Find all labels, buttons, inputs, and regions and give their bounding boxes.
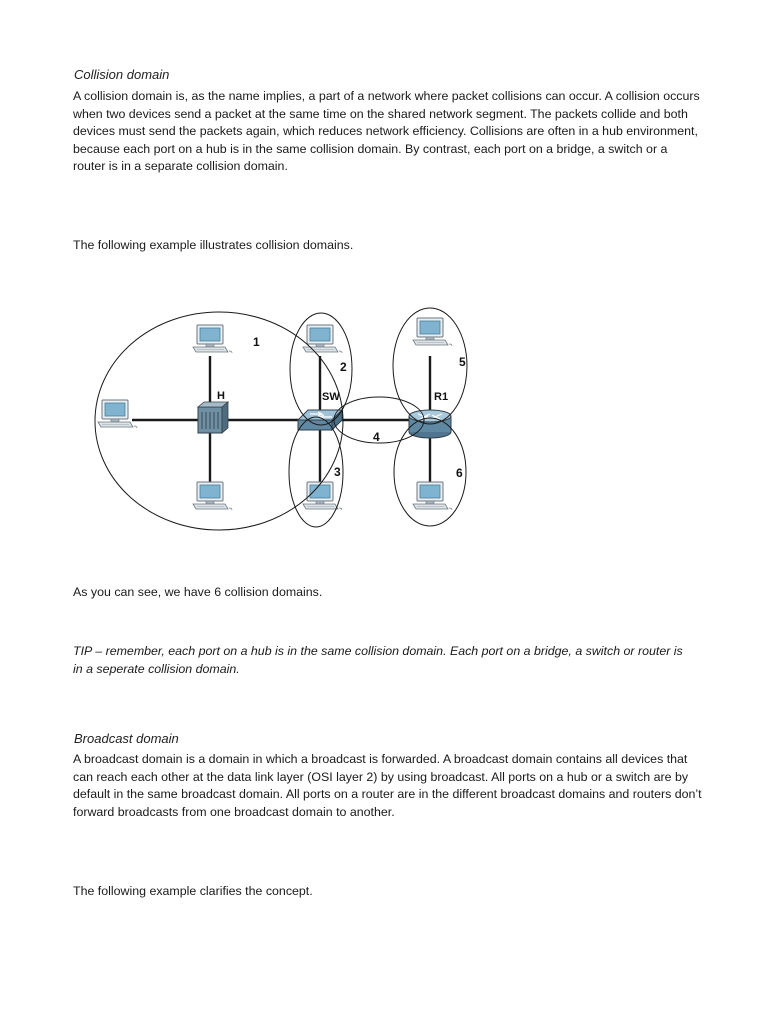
pc-icon bbox=[303, 482, 342, 510]
switch-icon bbox=[298, 410, 342, 430]
domain-number: 5 bbox=[459, 355, 466, 369]
pc-icon bbox=[193, 482, 232, 510]
collision-domain-1-outline bbox=[95, 312, 343, 530]
domain-number: 1 bbox=[253, 335, 260, 349]
collision-domain-6-outline bbox=[394, 418, 466, 526]
collision-domain-5-outline bbox=[393, 308, 467, 424]
pc-icon bbox=[303, 325, 342, 353]
pc-icon bbox=[193, 325, 232, 353]
collision-domain-4-outline bbox=[334, 397, 424, 443]
collision-tip: TIP – remember, each port on a hub is in the same collision domain. Each port on a bridge, a switch or router is in a seperate collision domain. bbox=[73, 644, 683, 676]
domain-number: 2 bbox=[340, 360, 347, 374]
collision-domain-2-outline bbox=[290, 313, 352, 425]
domain-number: 6 bbox=[456, 466, 463, 480]
hub-label: H bbox=[217, 390, 225, 402]
collision-heading: Collision domain bbox=[74, 67, 170, 82]
collision-example-intro: The following example illustrates collision domains. bbox=[73, 238, 354, 252]
hub-icon bbox=[198, 402, 228, 433]
collision-domain-3-outline bbox=[289, 417, 343, 527]
pc-icon bbox=[98, 400, 137, 428]
pc-icon bbox=[413, 318, 452, 346]
router-icon bbox=[409, 410, 451, 438]
broadcast-example-intro: The following example clarifies the concept. bbox=[73, 884, 313, 898]
broadcast-body: A broadcast domain is a domain in which a broadcast is forwarded. A broadcast domain contains all devices that can reach each other at the data link layer (OSI layer 2) by using broadcast. All ports on a hub or a switch are by default in the same broadcast domain. All ports on a router are in the different broadcast domains and routers don’t forward broadcasts from one broadcast domain to another. bbox=[73, 752, 702, 819]
collision-body: A collision domain is, as the name implies, a part of a network where packet collisions can occur. A collision occurs when two devices send a packet at the same time on the shared network segment. The packets collide and both devices must send the packets again, which reduces network efficiency. Collisions are often in a hub environment, because each port on a hub is in the same collision domain. By contrast, each port on a bridge, a switch or a router is in a separate collision domain. bbox=[73, 89, 700, 174]
broadcast-heading: Broadcast domain bbox=[74, 731, 179, 746]
domain-number: 4 bbox=[373, 430, 380, 444]
pc-icon bbox=[413, 482, 452, 510]
switch-label: SW bbox=[322, 391, 340, 403]
collision-summary: As you can see, we have 6 collision domains. bbox=[73, 585, 323, 599]
domain-number: 3 bbox=[334, 465, 341, 479]
router-label: R1 bbox=[434, 391, 449, 403]
